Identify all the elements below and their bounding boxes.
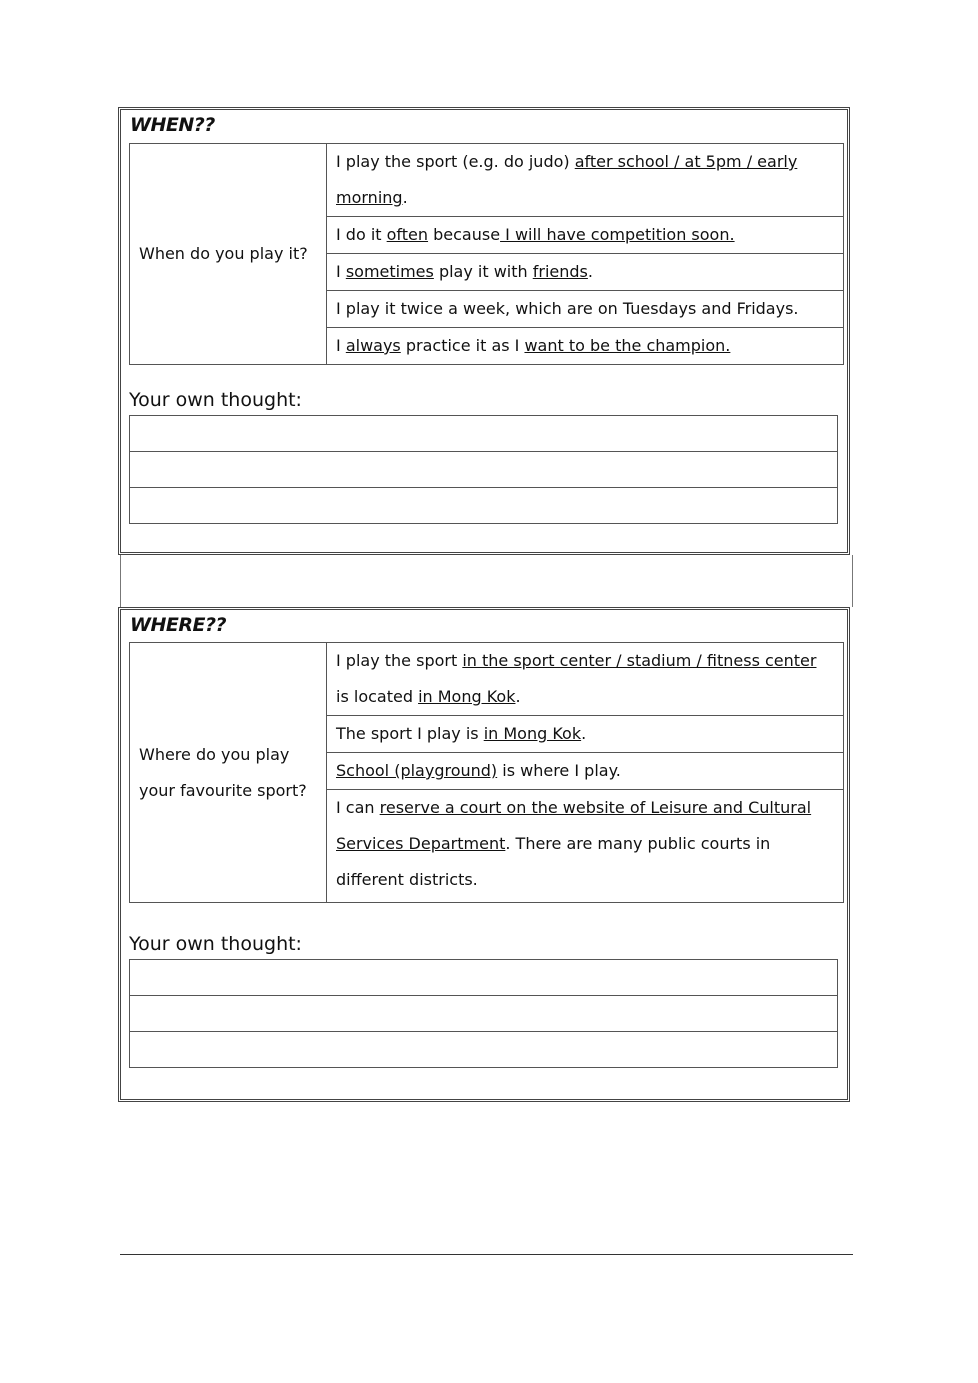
answer-text: practice it as I — [400, 336, 525, 355]
where-section — [118, 607, 850, 1102]
underlined-answer-text: friends — [532, 262, 588, 281]
answer-text: . There are many public courts in different districts. — [336, 834, 771, 889]
underlined-answer-text: reserve a court on the website of Leisure and Cultural Services Department — [336, 798, 812, 853]
underlined-answer-text: in Mong Kok — [483, 724, 582, 743]
underlined-answer-text: in Mong Kok — [418, 687, 516, 706]
answer-text: . — [515, 687, 521, 706]
writing-line[interactable] — [130, 996, 838, 1032]
answer-text: because — [428, 225, 501, 244]
answer-text: . — [587, 262, 593, 281]
underlined-answer-text: in the sport center / stadium / fitness center — [462, 651, 817, 670]
when-table — [129, 143, 844, 365]
answer-text: I — [336, 336, 346, 355]
answer-text: I — [336, 262, 346, 281]
when-answer — [327, 144, 844, 217]
when-thought-label: Your own thought: — [129, 389, 302, 411]
underlined-answer-text: I will have competition soon. — [500, 225, 735, 244]
when-title: WHEN?? — [130, 114, 215, 136]
where-thought-lines — [129, 959, 838, 1068]
when-question: When do you play it? — [130, 144, 327, 365]
underlined-answer-text: School (playground) — [336, 761, 498, 780]
where-answer — [327, 790, 844, 903]
underlined-answer-text: sometimes — [345, 262, 434, 281]
where-answer — [327, 643, 844, 716]
where-title: WHERE?? — [130, 614, 226, 636]
where-thought-label: Your own thought: — [129, 933, 302, 955]
answer-text: . — [402, 188, 408, 207]
where-question: Where do you play your favourite sport? — [130, 643, 327, 903]
answer-text: play it with — [433, 262, 533, 281]
section-gap — [120, 555, 853, 607]
answer-text: I do it — [336, 225, 387, 244]
answer-text: I play the sport (e.g. do judo) — [336, 152, 575, 171]
writing-line[interactable] — [130, 416, 838, 452]
answer-text: I play it twice a week, which are on Tuesdays and Fridays. — [336, 299, 799, 318]
answer-text: I play the sport — [336, 651, 463, 670]
writing-line[interactable] — [130, 488, 838, 524]
underlined-answer-text: always — [345, 336, 401, 355]
when-answer — [327, 291, 844, 328]
underlined-answer-text: after school / at 5pm / early morning — [336, 152, 798, 207]
when-answer — [327, 328, 844, 365]
answer-text: is located — [336, 687, 419, 706]
when-answer — [327, 254, 844, 291]
where-table — [129, 642, 844, 903]
where-answer — [327, 716, 844, 753]
when-answer — [327, 217, 844, 254]
answer-text: I can — [336, 798, 380, 817]
where-answer — [327, 753, 844, 790]
when-thought-lines — [129, 415, 838, 524]
writing-line[interactable] — [130, 452, 838, 488]
when-section — [118, 107, 850, 555]
underlined-answer-text: want to be the champion. — [524, 336, 731, 355]
answer-text: is where I play. — [497, 761, 621, 780]
footer-rule — [120, 1254, 853, 1255]
writing-line[interactable] — [130, 1032, 838, 1068]
underlined-answer-text: often — [386, 225, 429, 244]
answer-text: . — [581, 724, 587, 743]
answer-text: The sport I play is — [336, 724, 484, 743]
writing-line[interactable] — [130, 960, 838, 996]
